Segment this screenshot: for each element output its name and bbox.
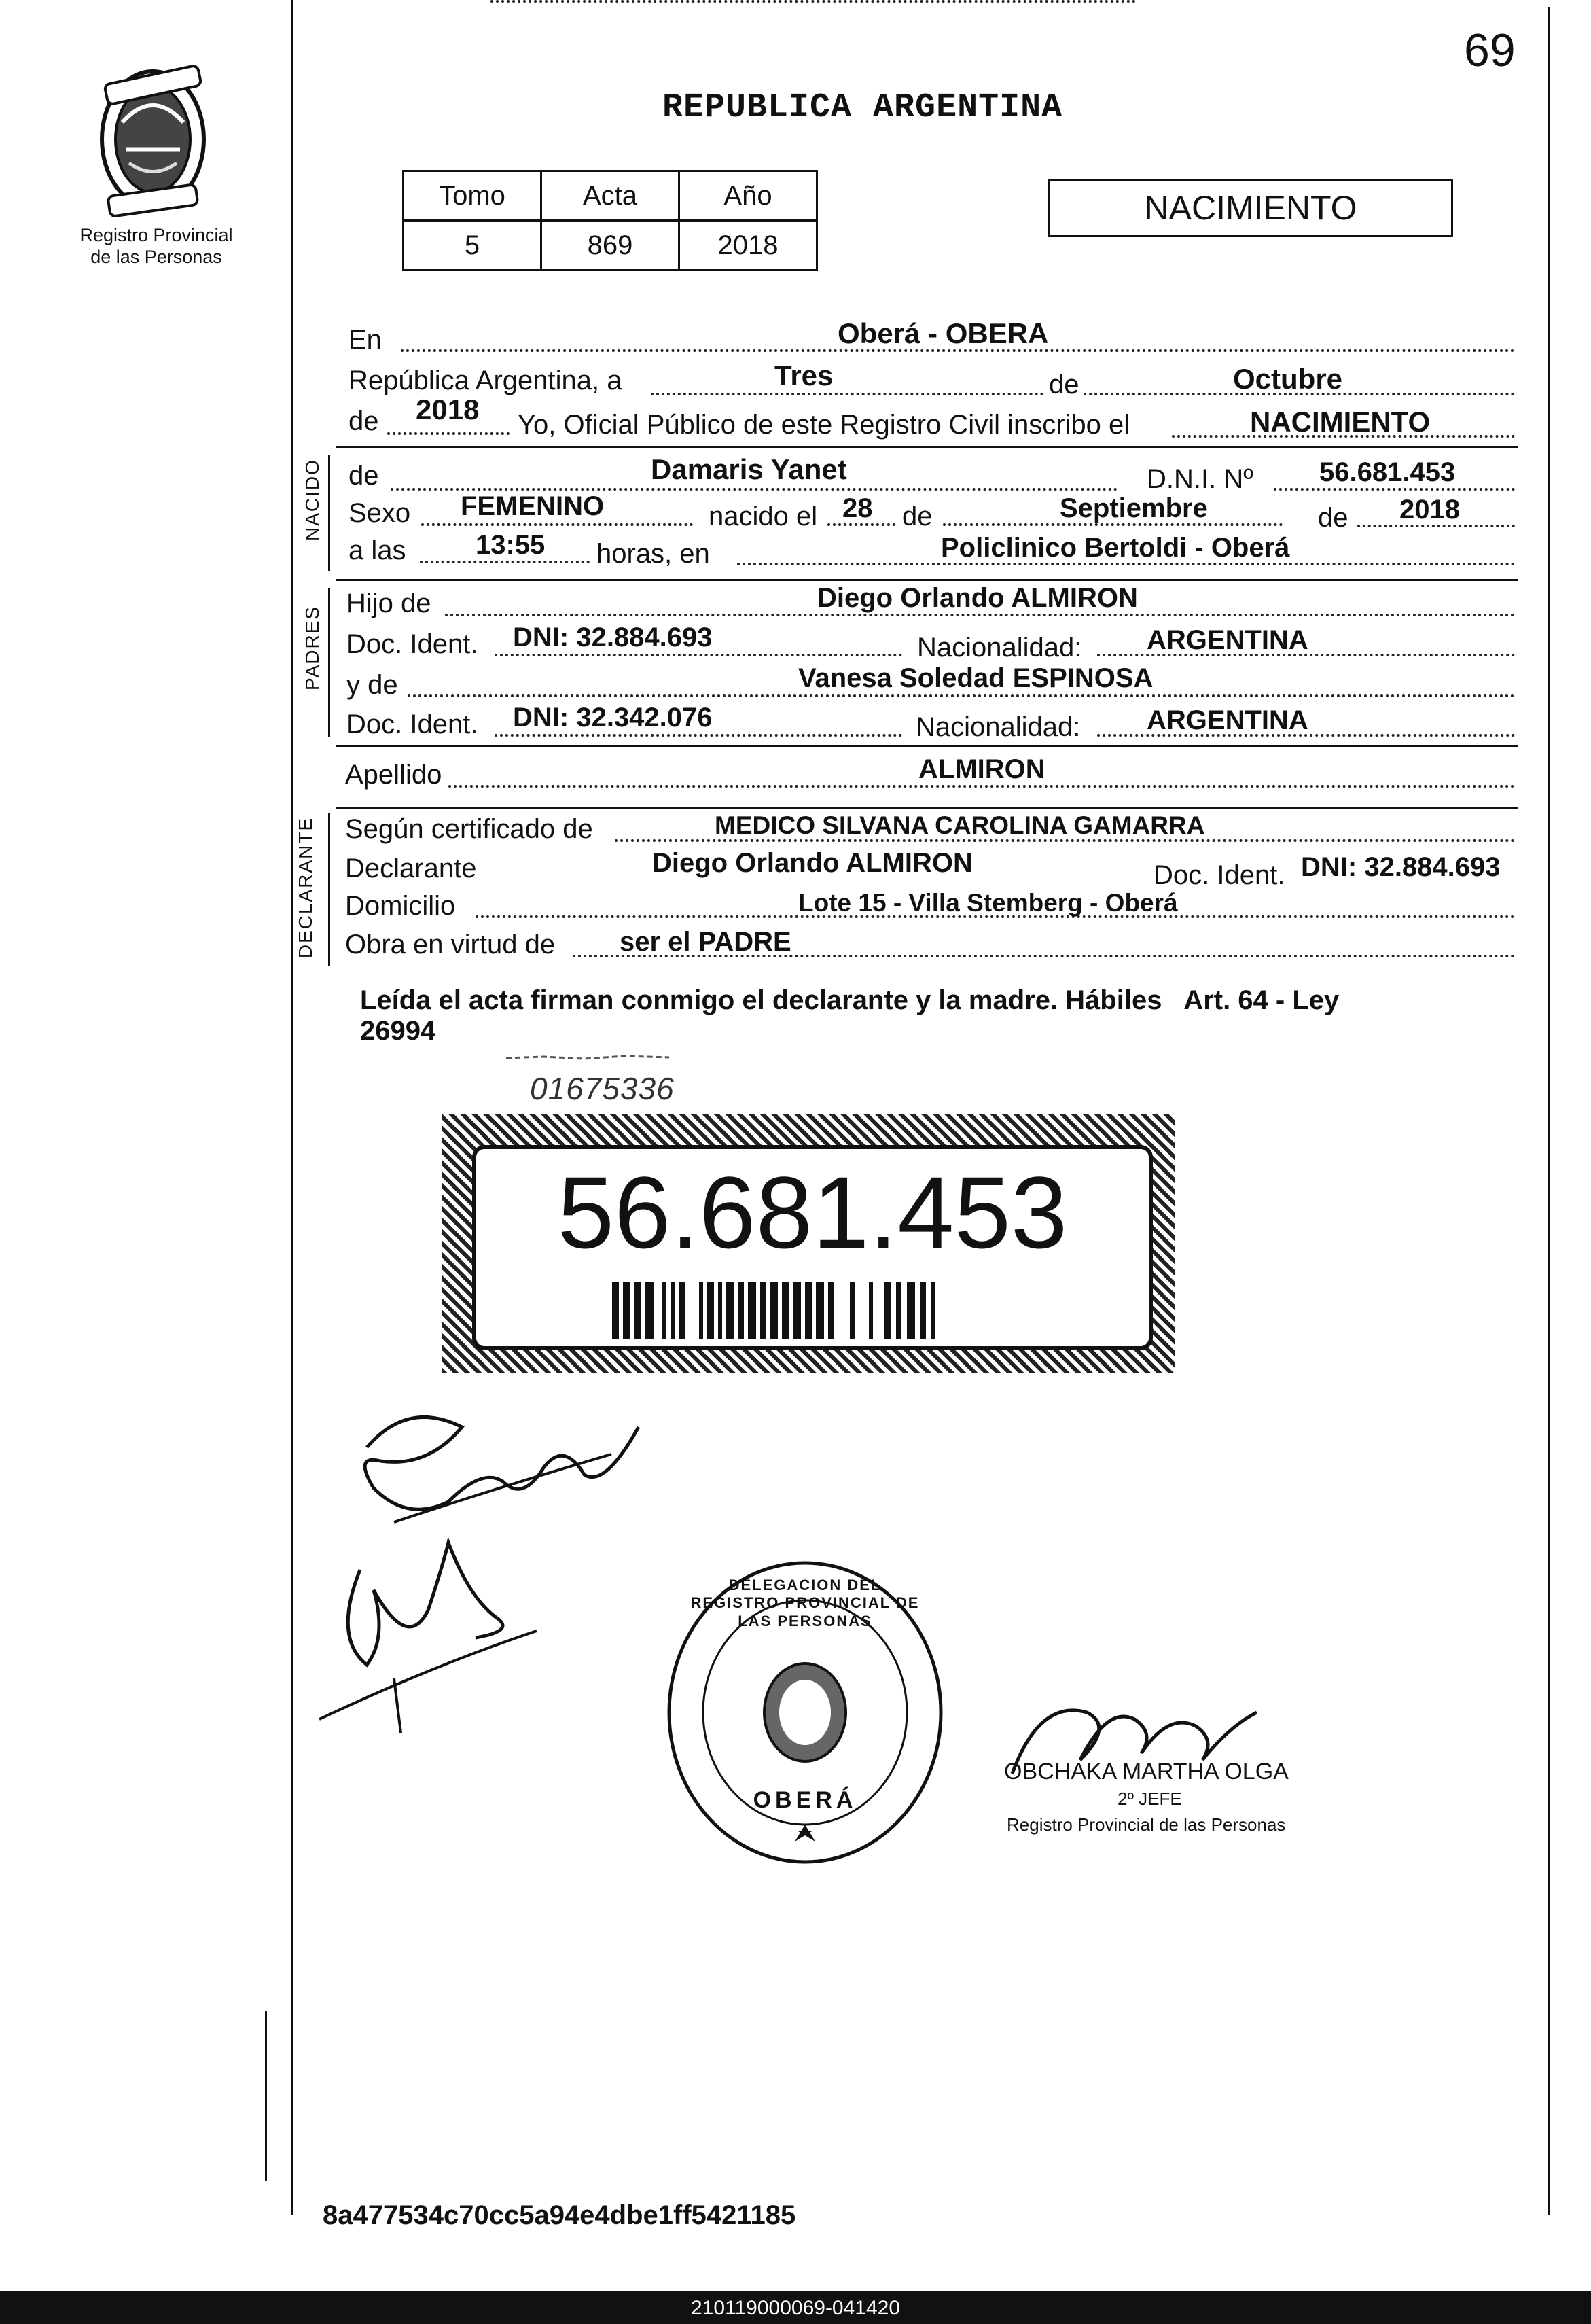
record-type-label: NACIMIENTO [1144, 189, 1357, 227]
header-anio: Año [679, 171, 817, 221]
official-role: 2º JEFE [1118, 1789, 1182, 1809]
de-label: de [1045, 371, 1084, 398]
dni-label: D.N.I. Nº [1147, 464, 1253, 494]
seal-ring-text: DELEGACION DEL REGISTRO PROVINCIAL DE LAS PERSONAS [690, 1577, 920, 1630]
month-value: Octubre [1233, 363, 1343, 395]
nacido-bracket [328, 455, 330, 571]
record-table [402, 170, 818, 271]
year-value: 2018 [416, 393, 480, 425]
header-acta: Acta [541, 171, 679, 221]
barcode [612, 1282, 1020, 1339]
sticker-serial: 01675336 [530, 1071, 675, 1106]
birthyear-dots [1357, 525, 1515, 527]
province-logo [75, 61, 231, 224]
birth-place-value: Policlinico Bertoldi - Oberá [941, 533, 1290, 563]
footer-bar [0, 2291, 1591, 2324]
mother-doc-value: DNI: 32.342.076 [513, 703, 713, 733]
hour-value: 13:55 [476, 530, 546, 560]
decl-doc-value: DNI: 32.884.693 [1301, 852, 1501, 882]
nacido-rule [336, 579, 1518, 581]
en-dots [401, 349, 1515, 352]
header-tomo: Tomo [404, 171, 541, 221]
country-title: REPUBLICA ARGENTINA [662, 88, 1063, 127]
record-table-header-row [404, 171, 817, 221]
stamp-scribble [503, 1050, 673, 1063]
father-dots [445, 614, 1515, 616]
father-doc-dots [495, 654, 902, 656]
dni-value: 56.681.453 [1319, 457, 1456, 487]
apellido-value: ALMIRON [918, 754, 1045, 784]
padres-bracket [328, 588, 330, 737]
mother-doc-dots [495, 734, 902, 737]
sexo-label: Sexo [348, 498, 411, 528]
footer-doc-id: 210119000069-041420 [690, 2297, 901, 2319]
value-anio: 2018 [679, 221, 817, 270]
en-label: En [348, 325, 382, 355]
obra-value: ser el PADRE [620, 927, 791, 957]
year-dots [387, 432, 510, 435]
oficial-text: Yo, Oficial Público de este Registro Civil inscribo el [518, 410, 1130, 440]
nacido-el-label: nacido el [709, 501, 818, 531]
birth-month-value: Septiembre [1060, 493, 1208, 523]
father-nat-value: ARGENTINA [1147, 625, 1308, 655]
father-doc-value: DNI: 32.884.693 [513, 622, 713, 652]
birth-de-label: de [902, 501, 933, 531]
sexo-value: FEMENINO [461, 491, 605, 521]
dni-sticker-number: 56.681.453 [557, 1155, 1068, 1269]
dom-label: Domicilio [345, 891, 456, 921]
declarante-bracket [328, 813, 330, 966]
nacido-section-label: NACIDO [302, 459, 323, 541]
mother-dots [408, 694, 1515, 697]
inscribo-value: NACIMIENTO [1250, 406, 1431, 438]
cert-value: MEDICO SILVANA CAROLINA GAMARRA [715, 811, 1205, 839]
father-name-value: Diego Orlando ALMIRON [817, 583, 1138, 613]
logo-org-label: Registro Provincial de las Personas [79, 225, 233, 268]
horas-en-label: horas, en [596, 539, 710, 569]
value-acta: 869 [541, 221, 679, 270]
mother-nat-label: Nacionalidad: [916, 712, 1081, 742]
mother-doc-label: Doc. Ident. [346, 709, 478, 739]
decl-value: Diego Orlando ALMIRON [652, 848, 973, 878]
seal-city: OBERÁ [753, 1787, 857, 1813]
left-outer-line [265, 2011, 267, 2181]
cert-dots [615, 839, 1515, 842]
birth-day-value: 28 [842, 493, 873, 523]
place-dots [737, 563, 1515, 565]
nacido-name-value: Damaris Yanet [651, 453, 847, 485]
official-name: OBCHAKA MARTHA OLGA [1004, 1759, 1289, 1784]
right-margin-line [1548, 7, 1550, 2215]
padres-rule [336, 745, 1518, 747]
republica-label: República Argentina, a [348, 366, 622, 395]
dom-value: Lote 15 - Villa Stemberg - Oberá [798, 889, 1178, 917]
en-value: Oberá - OBERA [838, 317, 1049, 349]
mother-nat-value: ARGENTINA [1147, 705, 1308, 735]
value-tomo: 5 [404, 221, 541, 270]
left-margin-line [291, 0, 293, 2215]
declarant-signature [326, 1386, 666, 1536]
decl-dots [490, 0, 1136, 3]
y-de-label: y de [346, 670, 398, 700]
birth-de3-label: de [1318, 503, 1348, 533]
day-value: Tres [774, 359, 834, 391]
decl-doc-label: Doc. Ident. [1154, 860, 1285, 890]
padres-section-label: PADRES [302, 605, 323, 690]
page-number: 69 [1464, 24, 1516, 76]
father-doc-label: Doc. Ident. [346, 629, 478, 659]
closing-line-1: Leída el acta firman conmigo el declarante y la madre. Hábiles Art. 64 - Ley [360, 985, 1340, 1015]
intro-rule [336, 446, 1518, 448]
birthday-dots [827, 523, 895, 526]
birthmonth-dots [943, 523, 1283, 526]
record-table-value-row [404, 221, 817, 270]
de2-label: de [348, 406, 379, 436]
decl-label: Declarante [345, 853, 477, 883]
apellido-dots [448, 785, 1515, 788]
name-dots [391, 488, 1118, 491]
dni-sticker-inner [472, 1145, 1153, 1350]
alas-label: a las [348, 535, 406, 565]
mother-signature [312, 1529, 571, 1746]
dni-dots [1274, 488, 1515, 491]
declarante-section-label: DECLARANTE [295, 816, 316, 959]
cert-label: Según certificado de [345, 814, 593, 844]
nacido-de-label: de [348, 461, 379, 491]
mother-name-value: Vanesa Soledad ESPINOSA [798, 663, 1154, 693]
sexo-dots [421, 523, 693, 526]
hijo-de-label: Hijo de [346, 588, 431, 618]
apellido-label: Apellido [345, 760, 442, 790]
dni-sticker [442, 1114, 1175, 1373]
obra-label: Obra en virtud de [345, 930, 556, 959]
document-hash: 8a477534c70cc5a94e4dbe1ff5421185 [323, 2200, 796, 2230]
record-type-box [1048, 179, 1453, 237]
apellido-rule [336, 807, 1518, 809]
father-nat-label: Nacionalidad: [917, 633, 1082, 663]
official-org: Registro Provincial de las Personas [1007, 1814, 1286, 1835]
birth-year-value: 2018 [1399, 495, 1460, 525]
closing-line-2: 26994 [360, 1016, 436, 1046]
hour-dots [420, 561, 590, 563]
